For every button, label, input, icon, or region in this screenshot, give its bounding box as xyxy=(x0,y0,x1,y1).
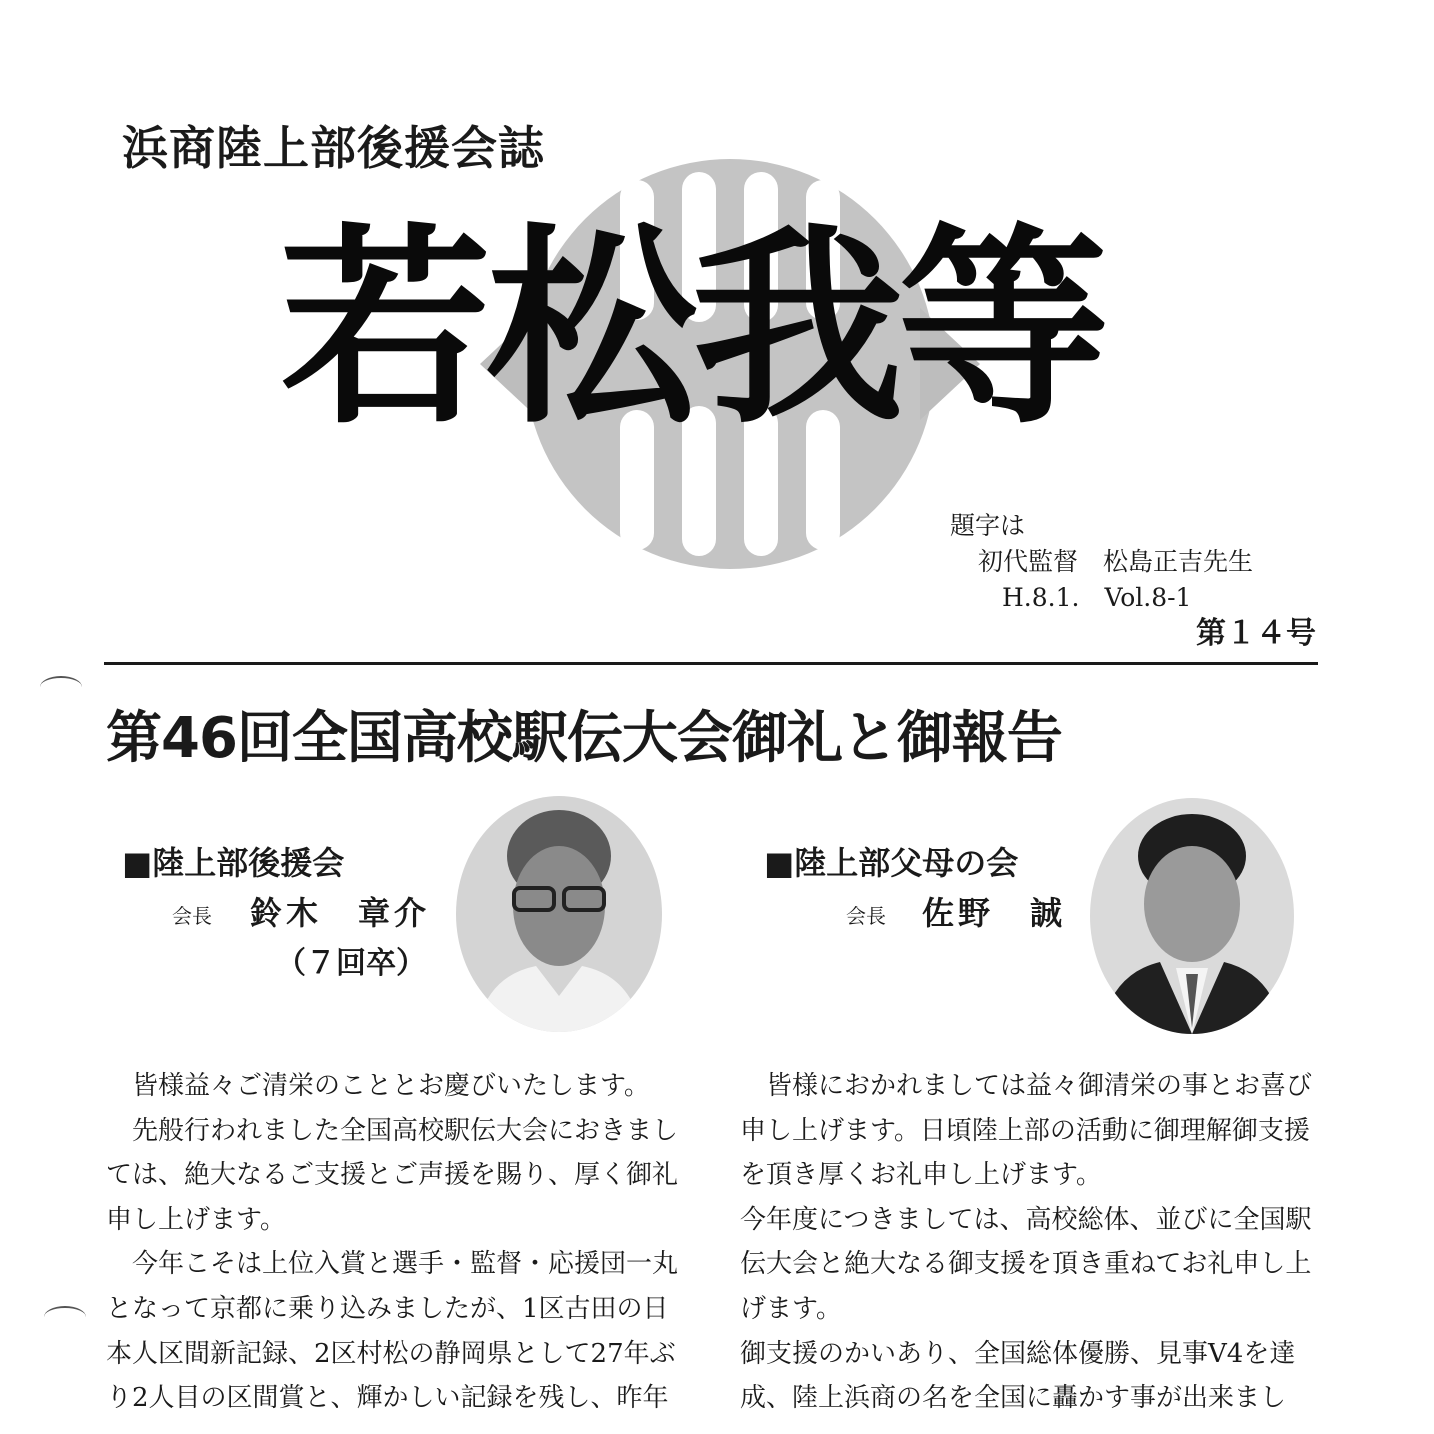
role-label: 会長 xyxy=(846,904,886,928)
issue-number: 第１４号 xyxy=(1196,616,1316,651)
section-label-parents: ■陸上部父母の会 xyxy=(764,844,1019,882)
section-label-supporters: ■陸上部後援会 xyxy=(122,844,345,882)
header-divider xyxy=(104,662,1318,665)
left-article-body xyxy=(106,1064,686,1421)
article-headline: 第46回全国高校駅伝大会御礼と御報告 xyxy=(106,706,1062,771)
paragraph: 御支援のかいあり、全国総体優勝、見事V4を達成、陸上浜商の名を全国に轟かす事が出来まし xyxy=(740,1338,1296,1414)
punch-hole-mark xyxy=(44,1306,86,1328)
paragraph: 皆様益々ご清栄のこととお慶びいたします。 xyxy=(132,1071,650,1101)
credit-line-3: H.8.1. Vol.8-1 xyxy=(1002,583,1192,612)
credit-line-2: 初代監督 松島正吉先生 xyxy=(978,547,1254,576)
punch-hole-mark xyxy=(40,676,82,698)
graduation-note: （７回卒） xyxy=(276,946,426,981)
paragraph: 皆様におかれましては益々御清栄の事とお喜び申し上げます。日頃陸上部の活動に御理解御支援を頂き厚くお礼申し上げます。 xyxy=(740,1071,1313,1191)
person-name: 鈴木 章介 xyxy=(250,894,431,932)
portrait-photo xyxy=(456,796,662,1032)
role-label: 会長 xyxy=(172,904,212,928)
magazine-title: 若松我等 xyxy=(280,203,1104,452)
magazine-subtitle: 浜商陸上部後援会誌 xyxy=(122,121,545,175)
paragraph: 先般行われました全国高校駅伝大会におきましては、絶大なるご支援とご声援を賜り、厚く御礼申し上げます。 xyxy=(106,1115,679,1235)
credit-line-1: 題字は xyxy=(950,511,1026,540)
right-article-body xyxy=(740,1064,1320,1421)
portrait-photo xyxy=(1090,798,1294,1034)
calligraphy-credit xyxy=(950,508,1253,616)
paragraph: 今年度につきましては、高校総体、並びに全国駅伝大会と絶大なる御支援を頂き重ねてお礼申し上げます。 xyxy=(740,1204,1312,1324)
paragraph: 今年こそは上位入賞と選手・監督・応援団一丸となって京都に乗り込みましたが、1区古田の日本人区間新記録、2区村松の静岡県として27年ぶり2人目の区間賞と、輝かしい記録を残し、昨年 xyxy=(106,1249,679,1414)
person-name: 佐野 誠 xyxy=(922,894,1067,932)
